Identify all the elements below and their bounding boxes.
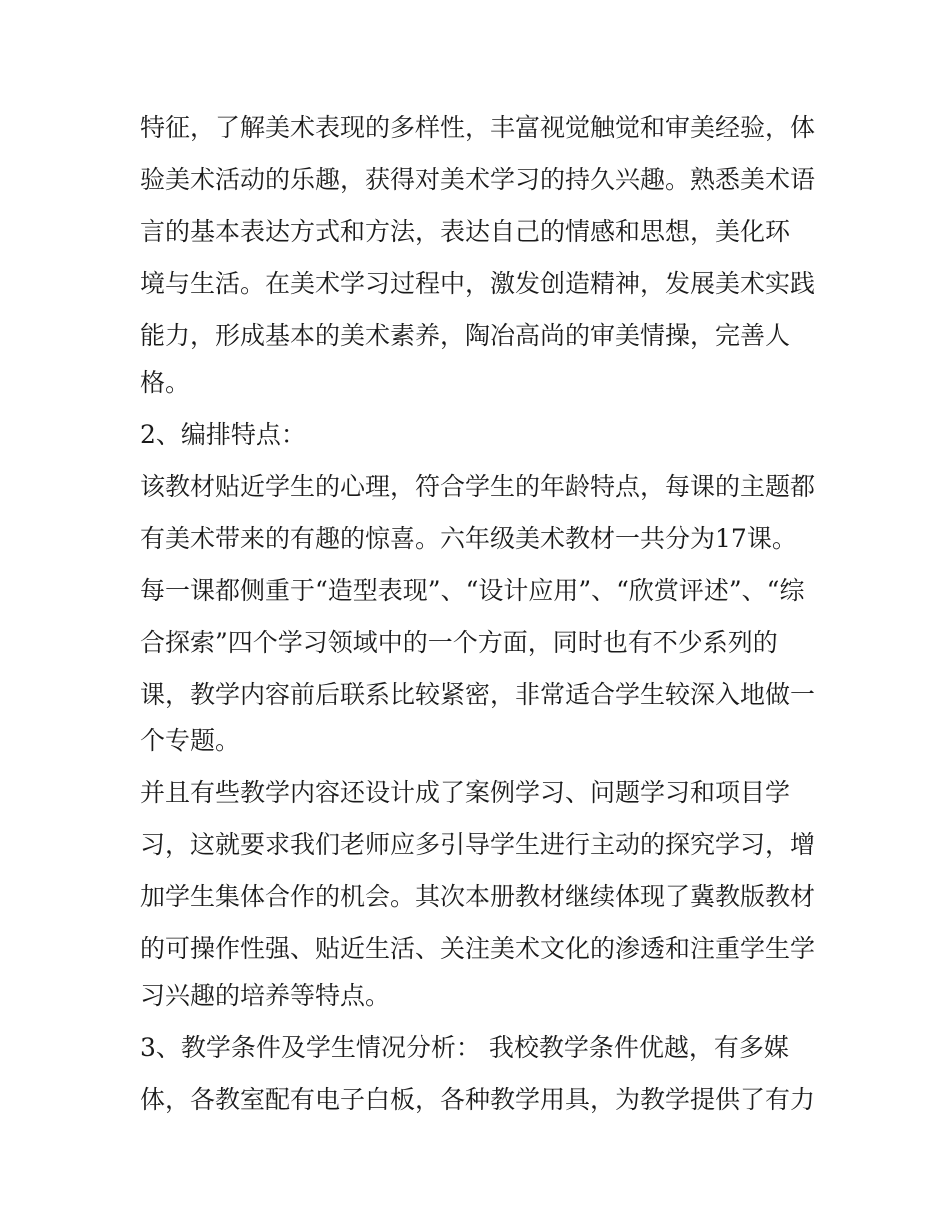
text-line: 的可操作性强、贴近生活、关注美术文化的渗透和注重学生学 <box>140 934 816 963</box>
text-line: 特征，了解美术表现的多样性，丰富视觉触觉和审美经验，体 <box>140 113 816 142</box>
section-heading: 2、编排特点： <box>140 420 306 449</box>
text-line: 习，这就要求我们老师应多引导学生进行主动的探究学习，增 <box>140 830 816 859</box>
section-heading: 3、教学条件及学生情况分析： 我校教学条件优越，有多媒 <box>140 1033 789 1062</box>
text-line: 境与生活。在美术学习过程中，激发创造精神，发展美术实践 <box>140 269 816 298</box>
text-line: 合探索”四个学习领域中的一个方面，同时也有不少系列的 <box>140 628 778 657</box>
text-line: 该教材贴近学生的心理，符合学生的年龄特点，每课的主题都 <box>140 472 816 501</box>
text-line: 加学生集体合作的机会。其次本册教材继续体现了冀教版教材 <box>140 882 816 911</box>
text-line: 能力，形成基本的美术素养，陶冶高尚的审美情操，完善人 <box>140 321 791 350</box>
text-line: 并且有些教学内容还设计成了案例学习、问题学习和项目学 <box>140 778 791 807</box>
text-line: 言的基本表达方式和方法，表达自己的情感和思想，美化环 <box>140 217 791 246</box>
text-line: 个专题。 <box>140 726 241 755</box>
text-line: 验美术活动的乐趣，获得对美术学习的持久兴趣。熟悉美术语 <box>140 165 816 194</box>
text-line: 习兴趣的培养等特点。 <box>140 981 391 1010</box>
text-line: 体，各教室配有电子白板，各种教学用具，为教学提供了有力 <box>140 1085 816 1114</box>
text-line: 每一课都侧重于“造型表现”、“设计应用”、“欣赏评述”、“综 <box>140 576 805 605</box>
text-line: 格。 <box>140 368 191 397</box>
text-line: 有美术带来的有趣的惊喜。六年级美术教材一共分为17课。 <box>140 524 797 553</box>
text-line: 课，教学内容前后联系比较紧密，非常适合学生较深入地做一 <box>140 680 816 709</box>
